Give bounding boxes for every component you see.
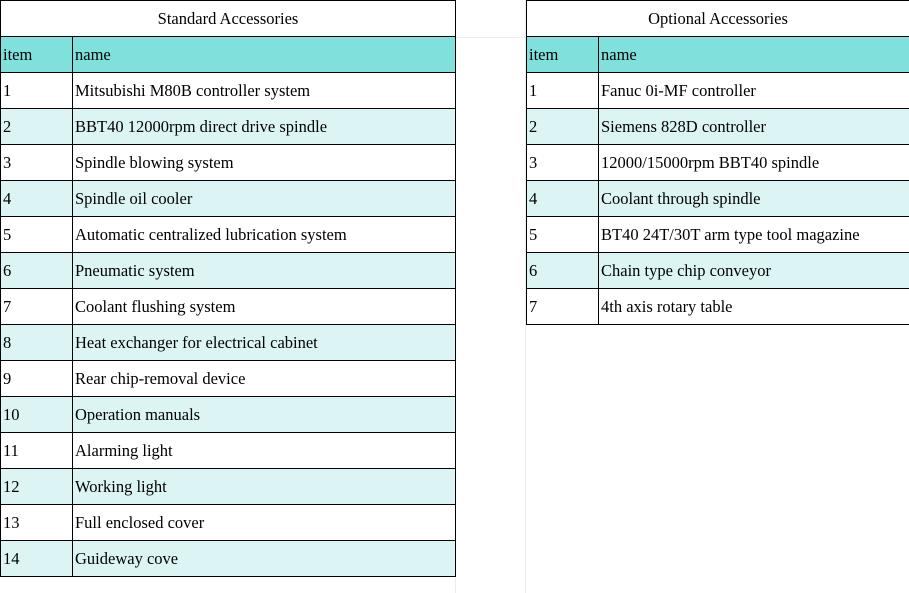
- accessory-name-cell: Siemens 828D controller: [599, 109, 909, 145]
- accessory-name-cell: Chain type chip conveyor: [599, 253, 909, 289]
- table-row: [1, 109, 456, 145]
- accessory-name-cell: 4th axis rotary table: [599, 289, 909, 325]
- table-row: [1, 181, 456, 217]
- table-row: [1, 73, 456, 109]
- item-number-cell: 1: [527, 73, 599, 109]
- item-number-cell: 9: [1, 361, 73, 397]
- accessory-name-cell: Spindle oil cooler: [73, 181, 456, 217]
- table-row: [1, 505, 456, 541]
- name-column-header: name: [73, 37, 456, 73]
- gridline: [456, 37, 525, 38]
- accessory-name-cell: 12000/15000rpm BBT40 spindle: [599, 145, 909, 181]
- table-row: [527, 145, 909, 181]
- item-number-cell: 8: [1, 325, 73, 361]
- column-gap: [455, 0, 526, 593]
- table-row: [1, 325, 456, 361]
- accessory-name-cell: BT40 24T/30T arm type tool magazine: [599, 217, 909, 253]
- item-number-cell: 3: [527, 145, 599, 181]
- item-number-cell: 10: [1, 397, 73, 433]
- name-column-header: name: [599, 37, 909, 73]
- table-row: [527, 289, 909, 325]
- item-number-cell: 7: [527, 289, 599, 325]
- accessory-name-cell: Operation manuals: [73, 397, 456, 433]
- item-number-cell: 4: [527, 181, 599, 217]
- accessory-name-cell: BBT40 12000rpm direct drive spindle: [73, 109, 456, 145]
- item-number-cell: 14: [1, 541, 73, 577]
- accessory-name-cell: Full enclosed cover: [73, 505, 456, 541]
- item-number-cell: 12: [1, 469, 73, 505]
- item-number-cell: 2: [1, 109, 73, 145]
- table-row: [527, 217, 909, 253]
- table-row: [1, 541, 456, 577]
- table-row: [1, 433, 456, 469]
- table-row: [527, 253, 909, 289]
- table-row: [1, 289, 456, 325]
- accessory-name-cell: Rear chip-removal device: [73, 361, 456, 397]
- item-number-cell: 2: [527, 109, 599, 145]
- item-column-header: item: [1, 37, 73, 73]
- accessory-name-cell: Alarming light: [73, 433, 456, 469]
- accessory-name-cell: Automatic centralized lubrication system: [73, 217, 456, 253]
- item-number-cell: 6: [527, 253, 599, 289]
- table-row: [1, 145, 456, 181]
- item-number-cell: 4: [1, 181, 73, 217]
- accessory-name-cell: Pneumatic system: [73, 253, 456, 289]
- item-number-cell: 13: [1, 505, 73, 541]
- table-row: [527, 73, 909, 109]
- item-number-cell: 3: [1, 145, 73, 181]
- item-number-cell: 5: [527, 217, 599, 253]
- accessory-name-cell: Fanuc 0i-MF controller: [599, 73, 909, 109]
- accessory-name-cell: Coolant through spindle: [599, 181, 909, 217]
- item-number-cell: 1: [1, 73, 73, 109]
- item-number-cell: 5: [1, 217, 73, 253]
- header-row: [1, 37, 456, 73]
- table-row: [1, 397, 456, 433]
- table-row: [1, 469, 456, 505]
- table-row: [527, 181, 909, 217]
- standard-accessories-title: Standard Accessories: [1, 1, 456, 37]
- table-row: [1, 361, 456, 397]
- table-row: [1, 217, 456, 253]
- optional-accessories-table: [526, 0, 909, 325]
- table-row: [527, 109, 909, 145]
- accessory-name-cell: Mitsubishi M80B controller system: [73, 73, 456, 109]
- item-number-cell: 7: [1, 289, 73, 325]
- accessory-name-cell: Spindle blowing system: [73, 145, 456, 181]
- accessory-name-cell: Working light: [73, 469, 456, 505]
- table-row: [1, 253, 456, 289]
- item-number-cell: 6: [1, 253, 73, 289]
- standard-accessories-table: [0, 0, 456, 577]
- item-number-cell: 11: [1, 433, 73, 469]
- optional-accessories-title: Optional Accessories: [527, 1, 909, 37]
- accessory-name-cell: Guideway cove: [73, 541, 456, 577]
- item-column-header: item: [527, 37, 599, 73]
- accessory-name-cell: Heat exchanger for electrical cabinet: [73, 325, 456, 361]
- accessory-name-cell: Coolant flushing system: [73, 289, 456, 325]
- header-row: [527, 37, 909, 73]
